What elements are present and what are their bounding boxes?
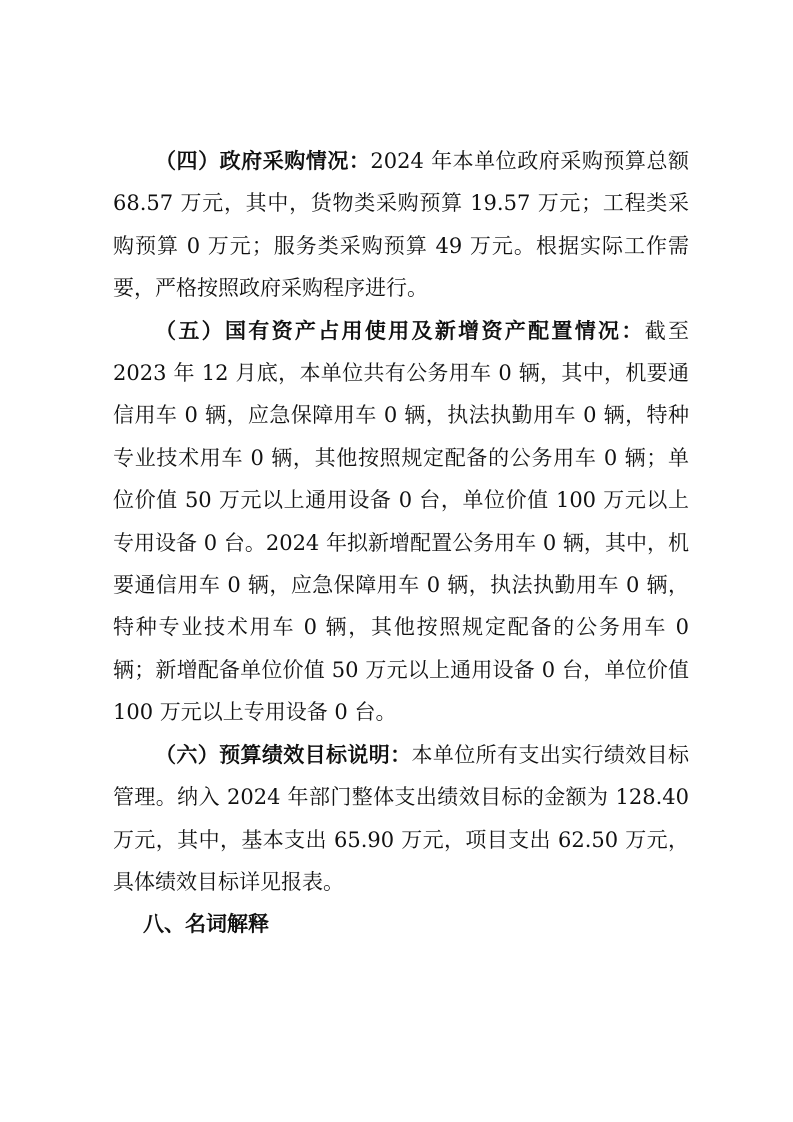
paragraph-government-procurement [113,140,689,310]
paragraph-state-assets [113,310,689,734]
paragraph-lead: （五）国有资产占用使用及新增资产配置情况： [155,318,645,343]
document-body [113,140,689,946]
paragraph-text: 截至 2023 年 12 月底，本单位共有公务用车 0 辆，其中，机要通信用车 0 辆，应急保障用车 0 辆，执法执勤用车 0 辆，特种专业技术用车 0 辆，其他按照规定配备的公务用车 0 辆；单位价值 50 万元以上通用设备 0 台，单位价值 100 万元以上专用设备 0 台。2024 年拟新增配置公务用车 0 辆，其中，机要通信用车 0 辆，应急保障用车 0 辆，执法执勤用车 0 辆，特种专业技术用车 0 辆，其他按照规定配备的公务用车 0 辆；新增配备单位价值 50 万元以上通用设备 0 台，单位价值 100 万元以上专用设备 0 台。 [113,318,690,725]
paragraph-performance-goals [113,734,689,904]
paragraph-text: 2024 年本单位政府采购预算总额 68.57 万元，其中，货物类采购预算 19.57 万元；工程类采购预算 0 万元；服务类采购预算 49 万元。根据实际工作需要，严格按照政府采购程序进行。 [113,149,690,301]
paragraph-lead: （六）预算绩效目标说明： [155,742,412,767]
paragraph-lead: （四）政府采购情况： [155,149,371,173]
paragraph-text: 本单位所有支出实行绩效目标管理。纳入 2024 年部门整体支出绩效目标的金额为 128.40 万元，其中，基本支出 65.90 万元，项目支出 62.50 万元，具体绩效目标详见报表。 [113,742,689,894]
section-heading: 八、名词解释 [143,912,269,937]
